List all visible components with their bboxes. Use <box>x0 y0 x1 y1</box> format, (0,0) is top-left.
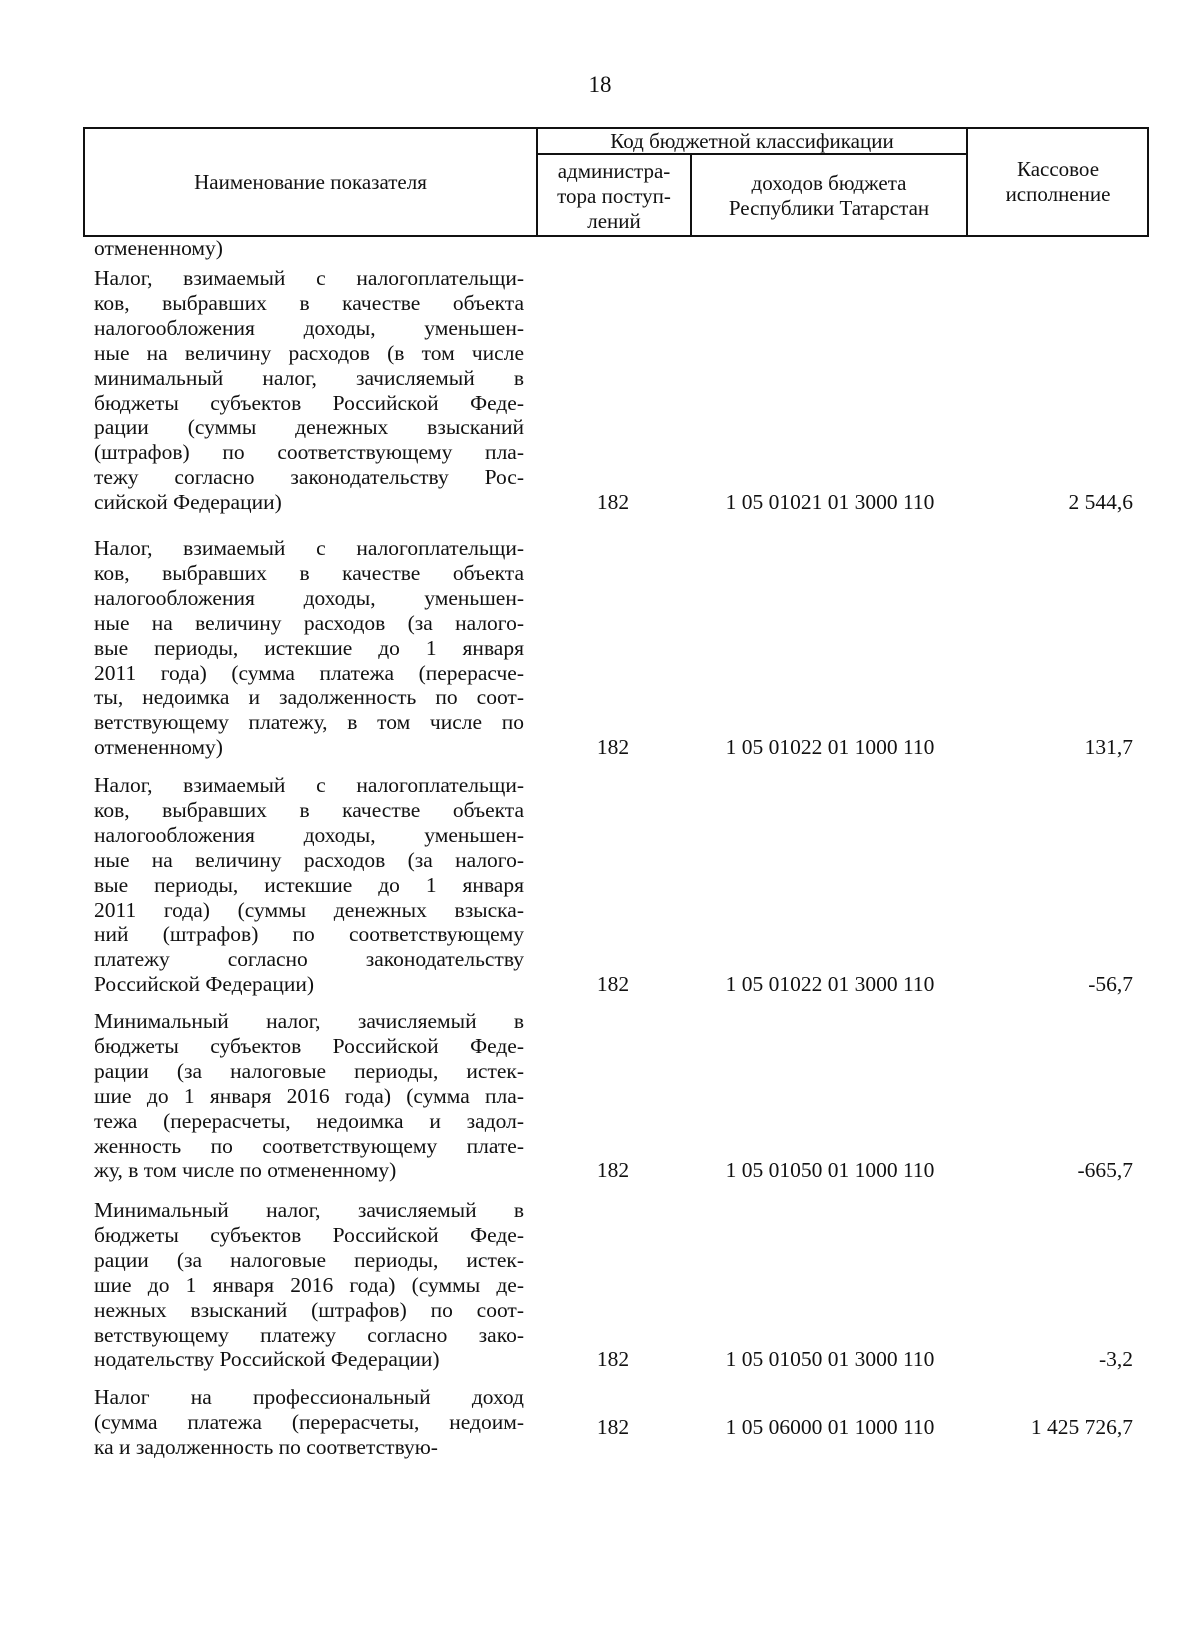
admin-code: 182 <box>596 735 630 759</box>
cash-execution-amount: -3,2 <box>1098 1347 1133 1371</box>
header-admin-line: администра- <box>557 158 671 183</box>
indicator-name <box>94 536 524 760</box>
indicator-name-line: ка и задолженность по соответствую- <box>94 1434 438 1459</box>
indicator-name-line: жу, в том числе по отмененному) <box>94 1158 397 1183</box>
income-code: 1 05 01050 01 1000 110 <box>725 1158 935 1182</box>
indicator-name-line: ные на величину расходов (за налого- <box>94 847 524 872</box>
indicator-name <box>94 1009 524 1183</box>
indicator-name-line: Минимальный налог, зачисляемый в <box>94 1198 524 1222</box>
header-classification-group <box>538 129 966 153</box>
indicator-name-line: налогообложения доходы, уменьшен- <box>94 585 524 610</box>
cash-execution-amount: 2 544,6 <box>1068 490 1133 514</box>
indicator-name-line: Российской Федерации) <box>94 972 315 997</box>
admin-code: 182 <box>596 972 630 996</box>
header-admin-line: лений <box>587 208 641 233</box>
indicator-name-line: шие до 1 января 2016 года) (сумма пла- <box>94 1083 524 1108</box>
indicator-name-line: тежу согласно законодательству Рос- <box>94 465 524 490</box>
indicator-name <box>94 1385 524 1460</box>
indicator-name-line: ветствующему платежу, в том числе по <box>94 710 524 735</box>
indicator-name-line: тежа (перерасчеты, недоимка и задол- <box>94 1108 524 1133</box>
indicator-name <box>94 236 524 261</box>
cash-execution-amount: -665,7 <box>1077 1158 1133 1182</box>
indicator-name-line: (сумма платежа (перерасчеты, недоим- <box>94 1409 524 1434</box>
income-code: 1 05 06000 01 1000 110 <box>725 1415 935 1439</box>
indicator-name-line: 2011 года) (суммы денежных взыска- <box>94 897 524 922</box>
indicator-name <box>94 1198 524 1372</box>
admin-code: 182 <box>596 1415 630 1439</box>
header-classification-label: Код бюджетной классификации <box>610 128 894 153</box>
cash-execution-amount: 1 425 726,7 <box>1030 1415 1133 1439</box>
income-code: 1 05 01022 01 3000 110 <box>725 972 935 996</box>
indicator-name-line: Налог, взимаемый с налогоплательщи- <box>94 536 524 560</box>
income-code: 1 05 01050 01 3000 110 <box>725 1347 935 1371</box>
header-admin-column <box>538 155 690 237</box>
page-number: 18 <box>588 72 612 97</box>
indicator-name-line: платежу согласно законодательству <box>94 947 524 972</box>
indicator-name <box>94 773 524 997</box>
indicator-name-line: нежных взысканий (штрафов) по соот- <box>94 1297 524 1322</box>
indicator-name-line: ные на величину расходов (в том числе <box>94 340 524 365</box>
indicator-name <box>94 266 524 515</box>
indicator-name-line: 2011 года) (сумма платежа (перерасче- <box>94 660 524 685</box>
cash-execution-amount: 131,7 <box>1084 735 1133 759</box>
indicator-name-line: вые периоды, истекшие до 1 января <box>94 635 524 660</box>
indicator-name-line: ков, выбравших в качестве объекта <box>94 797 524 822</box>
indicator-name-line: рации (за налоговые периоды, истек- <box>94 1247 524 1272</box>
indicator-name-line: сийской Федерации) <box>94 490 282 515</box>
header-admin-line: тора поступ- <box>557 183 671 208</box>
indicator-name-line: женность по соответствующему плате- <box>94 1133 524 1158</box>
indicator-name-line: ний (штрафов) по соответствующему <box>94 922 524 947</box>
admin-code: 182 <box>596 490 630 514</box>
indicator-name-line: Минимальный налог, зачисляемый в <box>94 1009 524 1033</box>
header-amount-line: Кассовое <box>1016 157 1100 181</box>
indicator-name-line: ты, недоимка и задолженность по соот- <box>94 685 524 710</box>
indicator-name-line: минимальный налог, зачисляемый в <box>94 365 524 390</box>
indicator-name-line: нодательству Российской Федерации) <box>94 1347 440 1372</box>
indicator-name-line: бюджеты субъектов Российской Феде- <box>94 1222 524 1247</box>
indicator-name-line: рации (за налоговые периоды, истек- <box>94 1058 524 1083</box>
indicator-name-line: (штрафов) по соответствующему пла- <box>94 440 524 465</box>
indicator-name-line: шие до 1 января 2016 года) (суммы де- <box>94 1272 524 1297</box>
header-income-line: Республики Татарстан <box>728 196 930 220</box>
income-code: 1 05 01022 01 1000 110 <box>725 735 935 759</box>
indicator-name-line: налогообложения доходы, уменьшен- <box>94 822 524 847</box>
indicator-name-line: бюджеты субъектов Российской Феде- <box>94 390 524 415</box>
income-code: 1 05 01021 01 3000 110 <box>725 490 935 514</box>
indicator-name-line: ные на величину расходов (за налого- <box>94 610 524 635</box>
indicator-name-line: Налог, взимаемый с налогоплательщи- <box>94 266 524 290</box>
header-amount-column <box>968 129 1148 235</box>
indicator-name-line: вые периоды, истекшие до 1 января <box>94 872 524 897</box>
indicator-name-line: рации (суммы денежных взысканий <box>94 415 524 440</box>
indicator-name-line: ветствующему платежу согласно зако- <box>94 1322 524 1347</box>
header-amount-line: исполнение <box>1005 182 1111 206</box>
indicator-name-line: Налог на профессиональный доход <box>94 1385 524 1409</box>
admin-code: 182 <box>596 1347 630 1371</box>
cash-execution-amount: -56,7 <box>1088 972 1133 996</box>
indicator-name-line: налогообложения доходы, уменьшен- <box>94 315 524 340</box>
indicator-name-line: ков, выбравших в качестве объекта <box>94 560 524 585</box>
indicator-name-line: отмененному) <box>94 735 223 760</box>
header-name-label: Наименование показателя <box>194 169 427 194</box>
indicator-name-line: отмененному) <box>94 236 223 260</box>
admin-code: 182 <box>596 1158 630 1182</box>
indicator-name-line: ков, выбравших в качестве объекта <box>94 290 524 315</box>
header-name-column <box>85 129 536 235</box>
indicator-name-line: бюджеты субъектов Российской Феде- <box>94 1033 524 1058</box>
header-income-line: доходов бюджета <box>751 171 907 195</box>
header-income-column <box>692 155 966 237</box>
indicator-name-line: Налог, взимаемый с налогоплательщи- <box>94 773 524 797</box>
